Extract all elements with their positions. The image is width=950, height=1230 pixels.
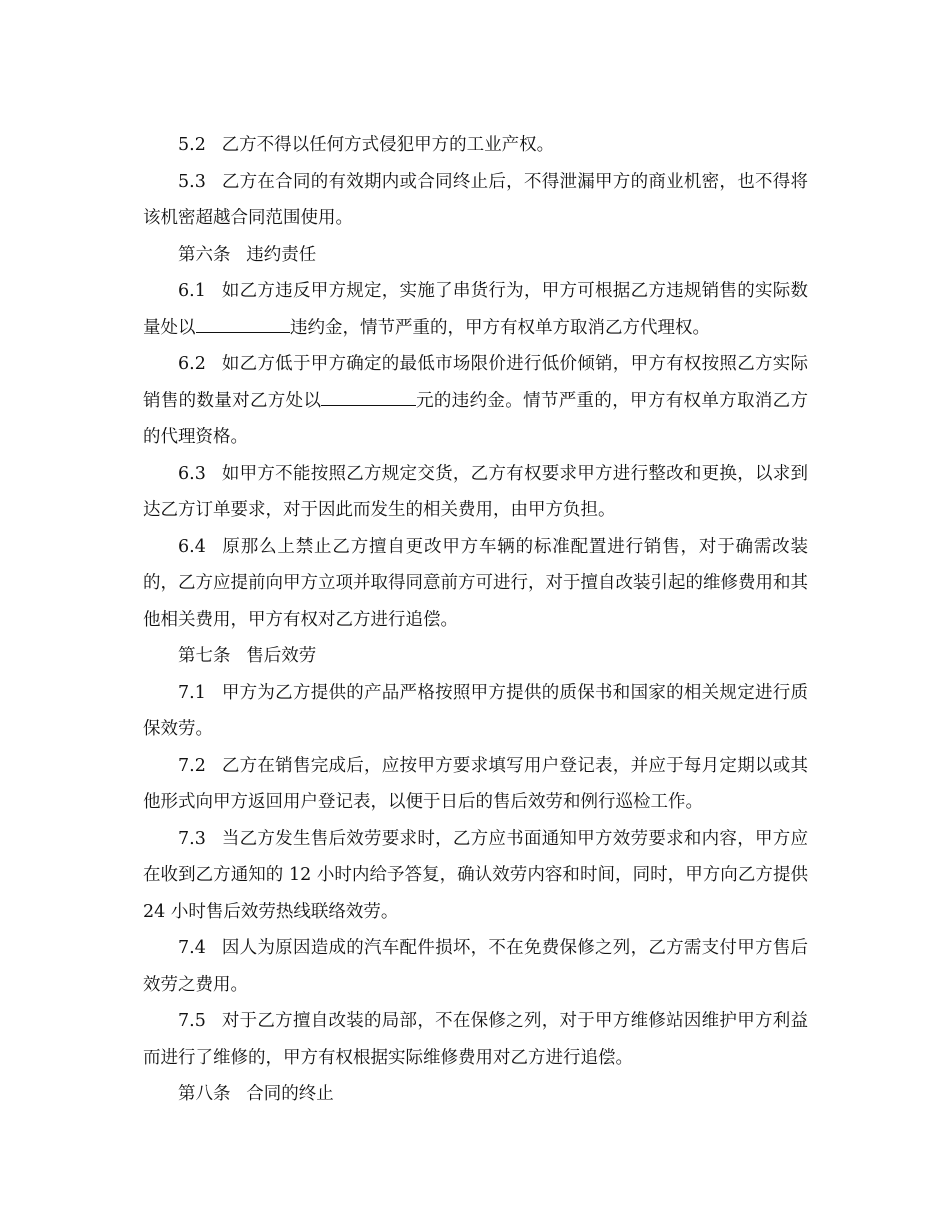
clause-6-4 bbox=[143, 529, 808, 639]
clause-number: 6.1 bbox=[178, 281, 206, 301]
clause-text: 乙方在合同的有效期内或合同终止后，不得泄漏甲方的商业机密，也不得将该机密超越合同范围使用。 bbox=[143, 171, 808, 228]
clause-text: 违约金，情节严重的，甲方有权单方取消乙方代理权。 bbox=[290, 317, 710, 338]
clause-5-2 bbox=[143, 127, 808, 164]
clause-7-5 bbox=[143, 1003, 808, 1076]
clause-number: 6.4 bbox=[178, 536, 206, 557]
clause-text: 如甲方不能按照乙方规定交货，乙方有权要求甲方进行整改和更换，以求到达乙方订单要求，对于因此而发生的相关费用，由甲方负担。 bbox=[143, 463, 808, 520]
clause-text: 原那么上禁止乙方擅自更改甲方车辆的标准配置进行销售，对于确需改装的，乙方应提前向甲方立项并取得同意前方可进行，对于擅自改装引起的维修费用和其他相关费用，甲方有权对乙方进行追偿。 bbox=[143, 536, 808, 630]
clause-text: 对于乙方擅自改装的局部，不在保修之列，对于甲方维修站因维护甲方利益而进行了维修的，甲方有权根据实际维修费用对乙方进行追偿。 bbox=[143, 1011, 808, 1068]
clause-number: 7.2 bbox=[178, 755, 206, 776]
clause-text: 乙方不得以任何方式侵犯甲方的工业产权。 bbox=[221, 135, 555, 155]
article-number: 第六条 bbox=[178, 244, 231, 265]
clause-7-3 bbox=[143, 821, 808, 931]
clause-text: 如乙方低于甲方确定的最低市场限价进行低价倾销，甲方有权按照乙方实际销售的数量对乙方处以 bbox=[143, 354, 808, 411]
clause-6-3 bbox=[143, 456, 808, 529]
article-number: 第八条 bbox=[178, 1084, 231, 1104]
clause-text: 如乙方违反甲方规定，实施了串货行为，甲方可根据乙方违规销售的实际数量处以 bbox=[143, 281, 808, 338]
article-title: 合同的终止 bbox=[246, 1084, 334, 1104]
article-7-heading bbox=[143, 638, 808, 675]
clause-number: 6.3 bbox=[178, 463, 206, 484]
fill-in-blank bbox=[321, 386, 416, 405]
clause-text: 因人为原因造成的汽车配件损坏，不在免费保修之列，乙方需支付甲方售后效劳之费用。 bbox=[143, 938, 808, 995]
clause-6-2 bbox=[143, 346, 808, 456]
clause-number: 7.1 bbox=[178, 682, 206, 703]
fill-in-blank bbox=[196, 313, 291, 332]
clause-7-2 bbox=[143, 748, 808, 821]
article-title: 违约责任 bbox=[246, 244, 317, 265]
clause-number: 5.3 bbox=[178, 171, 206, 192]
clause-7-4 bbox=[143, 930, 808, 1003]
article-number: 第七条 bbox=[178, 646, 231, 666]
clause-text: 元的违约金。情节严重的，甲方有权单方取消乙方的代理资格。 bbox=[143, 390, 808, 447]
clause-text: 甲方为乙方提供的产品严格按照甲方提供的质保书和国家的相关规定进行质保效劳。 bbox=[143, 682, 808, 739]
clause-number: 7.5 bbox=[178, 1011, 206, 1031]
article-6-heading bbox=[143, 237, 808, 274]
clause-text: 乙方在销售完成后，应按甲方要求填写用户登记表，并应于每月定期以或其他形式向甲方返回用户登记表，以便于日后的售后效劳和例行巡检工作。 bbox=[143, 755, 808, 812]
clause-text: 当乙方发生售后效劳要求时，乙方应书面通知甲方效劳要求和内容，甲方应在收到乙方通知的 12 小时内给予答复，确认效劳内容和时间，同时，甲方向乙方提供 24 小时售后效劳热线联络效劳。 bbox=[143, 828, 808, 922]
clause-7-1 bbox=[143, 675, 808, 748]
clause-number: 6.2 bbox=[178, 354, 206, 374]
clause-number: 7.3 bbox=[178, 828, 206, 849]
article-title: 售后效劳 bbox=[246, 646, 317, 666]
clause-number: 7.4 bbox=[178, 938, 206, 958]
article-8-heading bbox=[143, 1076, 808, 1113]
clause-5-3 bbox=[143, 164, 808, 237]
contract-body bbox=[143, 127, 808, 1113]
clause-number: 5.2 bbox=[178, 135, 206, 155]
clause-6-1 bbox=[143, 273, 808, 346]
